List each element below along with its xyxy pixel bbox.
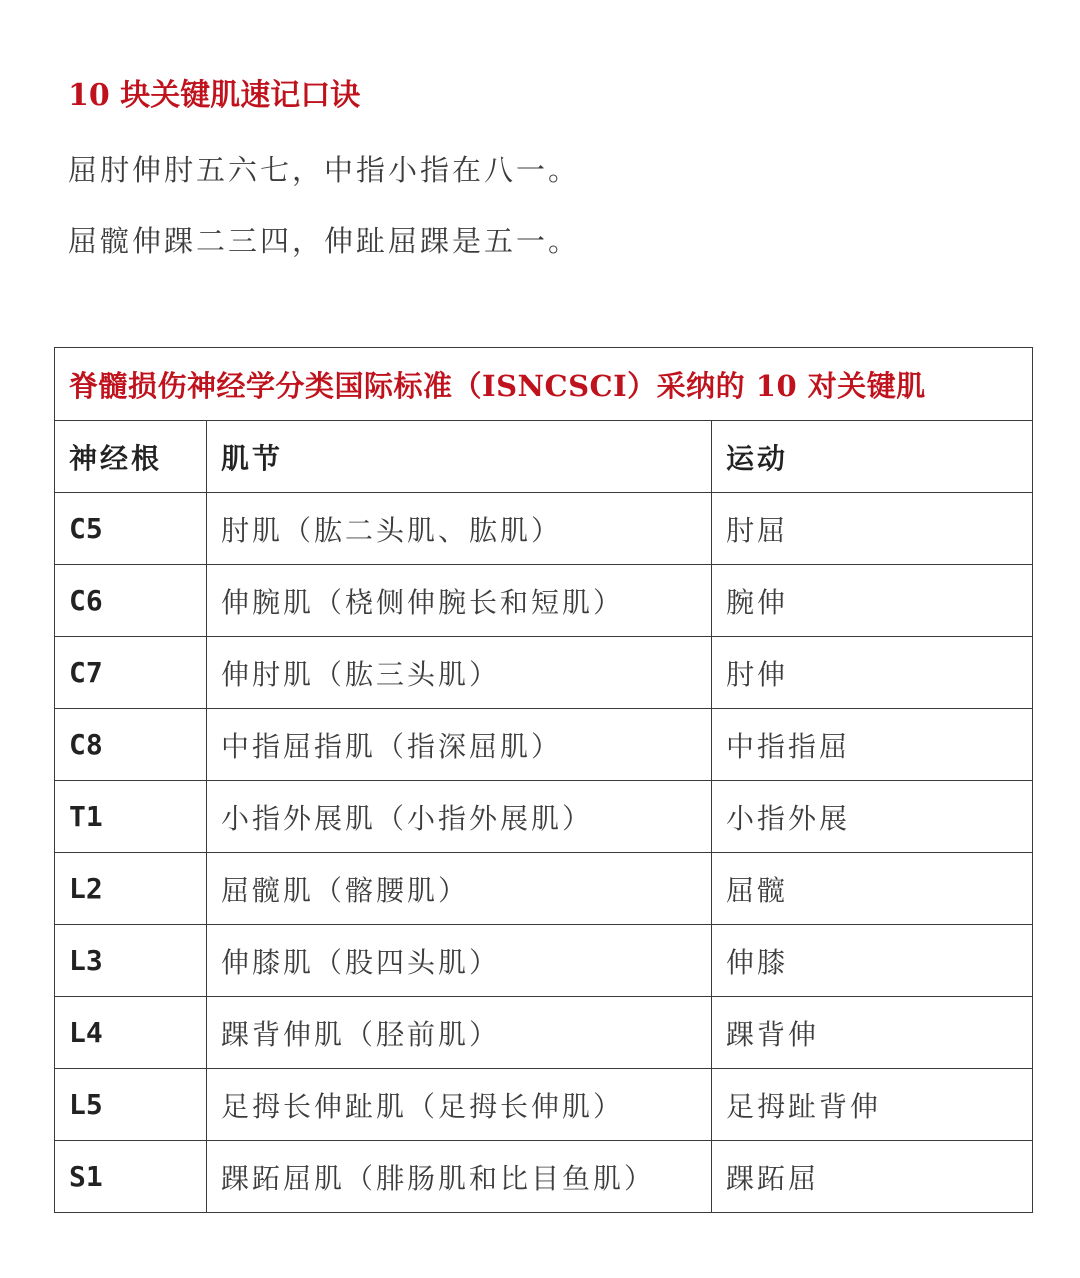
motion-cell: 腕伸 <box>712 565 1033 637</box>
table-body <box>55 493 1033 1213</box>
myotome-cell: 踝跖屈肌（腓肠肌和比目鱼肌） <box>207 1141 712 1213</box>
table-row <box>55 781 1033 853</box>
myotome-cell: 足拇长伸趾肌（足拇长伸肌） <box>207 1069 712 1141</box>
table-row <box>55 1141 1033 1213</box>
myotome-cell: 屈髋肌（髂腰肌） <box>207 853 712 925</box>
nerve-root-cell: T1 <box>55 781 207 853</box>
nerve-root-cell: L5 <box>55 1069 207 1141</box>
nerve-root-cell: C6 <box>55 565 207 637</box>
table-header-row <box>55 421 1033 493</box>
nerve-root-cell: C8 <box>55 709 207 781</box>
mnemonic-line-lower-limb: 屈髋伸踝二三四，伸趾屈踝是五一。 <box>68 224 581 258</box>
myotome-cell: 伸膝肌（股四头肌） <box>207 925 712 997</box>
table-row <box>55 1069 1033 1141</box>
myotome-cell: 中指屈指肌（指深屈肌） <box>207 709 712 781</box>
motion-cell: 小指外展 <box>712 781 1033 853</box>
motion-cell: 踝跖屈 <box>712 1141 1033 1213</box>
column-header-nerve-root: 神经根 <box>55 421 207 493</box>
myotome-cell: 伸肘肌（肱三头肌） <box>207 637 712 709</box>
nerve-root-cell: L4 <box>55 997 207 1069</box>
motion-cell: 肘伸 <box>712 637 1033 709</box>
mnemonic-heading: 10 块关键肌速记口诀 <box>68 78 361 113</box>
motion-cell: 踝背伸 <box>712 997 1033 1069</box>
myotome-cell: 肘肌（肱二头肌、肱肌） <box>207 493 712 565</box>
table-row <box>55 853 1033 925</box>
column-header-motion: 运动 <box>712 421 1033 493</box>
motion-cell: 屈髋 <box>712 853 1033 925</box>
table-row <box>55 709 1033 781</box>
motion-cell: 伸膝 <box>712 925 1033 997</box>
column-header-myotome: 肌节 <box>207 421 712 493</box>
table-row <box>55 565 1033 637</box>
key-muscles-table <box>54 347 1033 1213</box>
motion-cell: 肘屈 <box>712 493 1033 565</box>
myotome-cell: 伸腕肌（桡侧伸腕长和短肌） <box>207 565 712 637</box>
motion-cell: 足拇趾背伸 <box>712 1069 1033 1141</box>
nerve-root-cell: S1 <box>55 1141 207 1213</box>
table-row <box>55 925 1033 997</box>
table-row <box>55 637 1033 709</box>
nerve-root-cell: L2 <box>55 853 207 925</box>
nerve-root-cell: C5 <box>55 493 207 565</box>
myotome-cell: 小指外展肌（小指外展肌） <box>207 781 712 853</box>
table-row <box>55 493 1033 565</box>
myotome-cell: 踝背伸肌（胫前肌） <box>207 997 712 1069</box>
table-row <box>55 997 1033 1069</box>
nerve-root-cell: L3 <box>55 925 207 997</box>
motion-cell: 中指指屈 <box>712 709 1033 781</box>
nerve-root-cell: C7 <box>55 637 207 709</box>
mnemonic-line-upper-limb: 屈肘伸肘五六七，中指小指在八一。 <box>68 153 581 187</box>
table-caption: 脊髓损伤神经学分类国际标准（ISNCSCI）采纳的 10 对关键肌 <box>55 348 1033 421</box>
table-caption-row <box>55 348 1033 421</box>
